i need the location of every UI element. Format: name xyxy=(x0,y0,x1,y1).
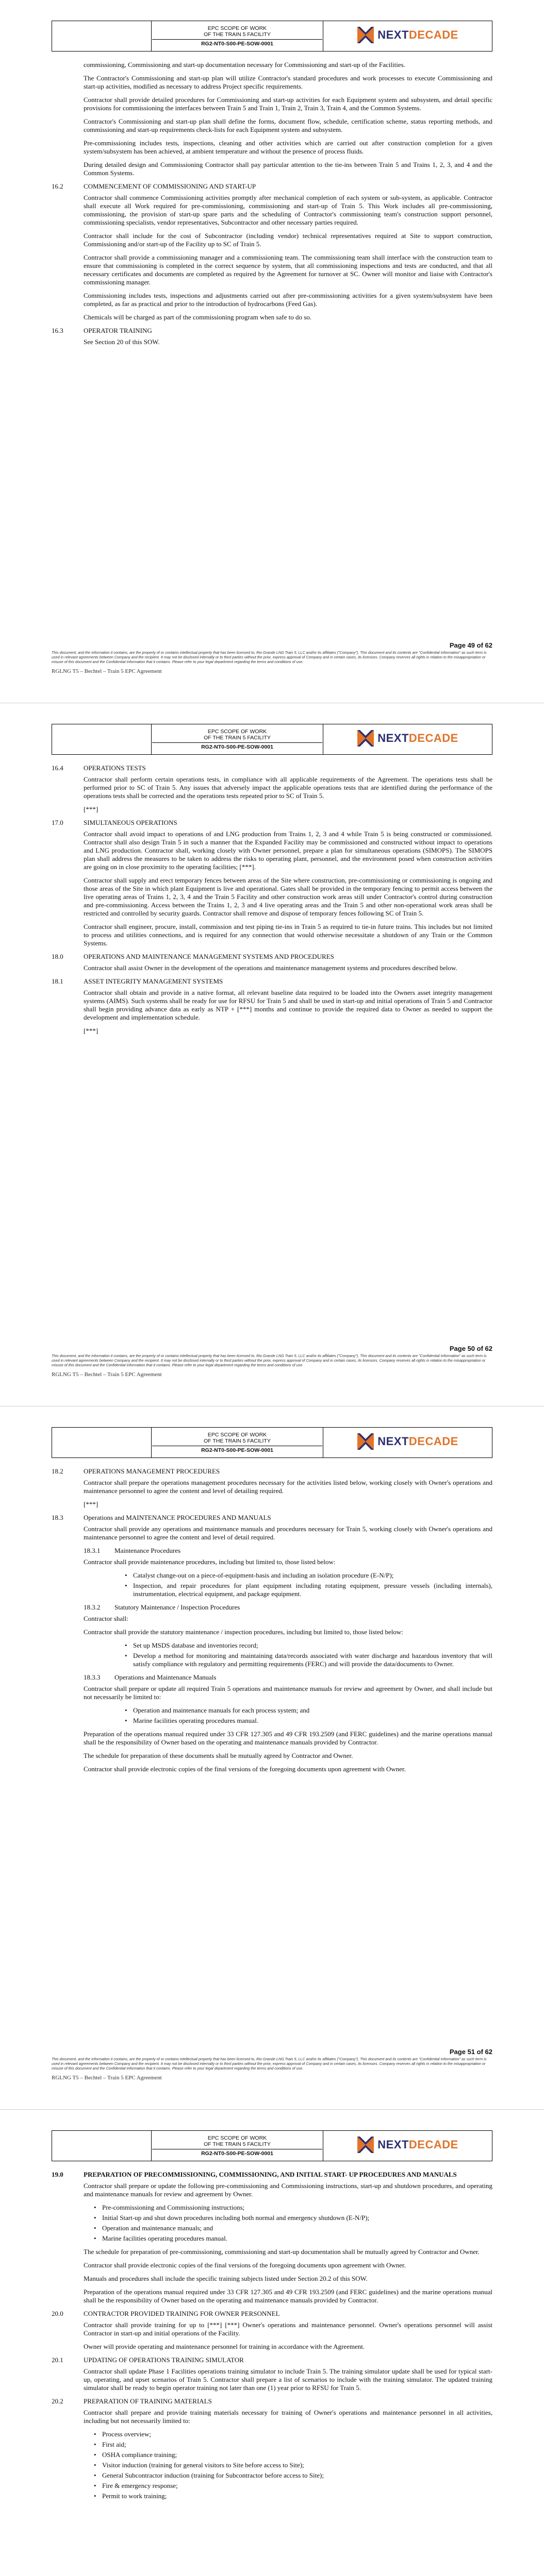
paragraph: Contractor shall provide any operations and maintenance manuals and procedures necessary for Train 5, working closely with Owner's operations and maintenance personnel to agree the content and level of detail required. xyxy=(84,1525,492,1541)
paragraph: Contractor shall avoid impact to operations of and LNG production from Trains 1, 2, 3 and 4 while Train 5 is being constructed or commissioned. Contractor shall also design Train 5 in such a manner that the Expanded Facility may be commissioned and constructed without impact to operations and LNG production. Contractor shall, working closely with Owner personnel, prepare a plan for simultaneous operations (SIMOPS). The SIMOPS plan shall address the measures to be taken to address the risks to operating plant, personnel, and the environment posed when construction activities are going on in close proximity to the operating facilities; [***]. xyxy=(84,830,492,871)
company-logo xyxy=(357,1433,458,1450)
header-title-line1: EPC SCOPE OF WORK xyxy=(207,25,267,31)
logo-mark-icon xyxy=(357,2136,374,2154)
paragraph: Contractor shall provide electronic copies of the final versions of the foregoing documents upon agreement with Owner. xyxy=(84,1765,406,1773)
paragraph: Contractor's Commissioning and start-up plan shall define the forms, document flow, schedule, certification scheme, status reporting methods, and commissioning and start-up requirements check-lists for each Equipment system and subsystem. xyxy=(84,117,492,133)
paragraph: Contractor shall supply and erect temporary fences between areas of the Site where construction, pre-commissioning or commissioning is ongoing and those areas of the Site in which plant Equipment is live and operational. Gates shall be provided in the temporary fencing to permit access between the live operating areas of Trains 1, 2, 3, 4 and the Train 5 Facility and other construction work areas still under Contractor's control during construction and pre-commissioning. Access between the Trains 1, 2, 3 and 4 live operating areas and the Train 5 and other non-operational work areas shall be restricted and controlled by security guards. Contractor shall remove and dispose of temporary fences following SC of Train 5. xyxy=(84,876,492,917)
bullet-list xyxy=(93,2204,492,2243)
header-title-line2: OF THE TRAIN 5 FACILITY xyxy=(204,31,271,38)
paragraph: Contractor shall perform certain operations tests, in compliance with all applicable requirements of the Agreement. The operations tests shall be performed prior to SC of Train 5. Any issues that adversely impact the applicable operations tests that are identified during the performance of the operations tests shall be corrected and the operations tests repeated prior to SC of Train 5. xyxy=(84,775,492,800)
bullet-list xyxy=(124,1571,492,1598)
bullet-list xyxy=(124,1641,492,1668)
section-heading: 20.1 UPDATING OF OPERATIONS TRAINING SIMULATOR xyxy=(52,2356,244,2364)
section-heading: 16.4 OPERATIONS TESTS xyxy=(52,764,146,772)
header-blank-cell xyxy=(52,21,152,52)
logo-mark-icon xyxy=(357,730,374,747)
logo-wordmark: NEXTDECADE xyxy=(377,1434,458,1448)
header-title-cell xyxy=(152,2131,323,2161)
paragraph: The Contractor's Commissioning and start-up plan will utilize Contractor's standard procedures and work processes to execute Commissioning and start-up activities, modified as necessary to address Project specific requirements. xyxy=(84,74,492,90)
logo-mark-icon xyxy=(357,1433,374,1450)
list-item: • Pre-commissioning and Commissioning instructions; xyxy=(93,2204,492,2212)
company-logo xyxy=(357,26,458,44)
subsection-heading: 18.3.3 Operations and Maintenance Manuals xyxy=(84,1673,217,1681)
list-item: • OSHA compliance training; xyxy=(93,2451,492,2459)
list-item: • Process overview; xyxy=(93,2430,492,2438)
document-page xyxy=(0,2110,544,2576)
list-item: • Marine facilities operating procedures manual. xyxy=(124,1717,492,1725)
paragraph: Contractor shall assist Owner in the development of the operations and maintenance management systems and procedures described below. xyxy=(84,964,457,972)
page-header xyxy=(52,21,492,52)
list-item: • Initial Start-up and shut down procedures including both normal and emergency shutdown (E-N/P); xyxy=(93,2214,492,2222)
paragraph: [***] xyxy=(84,1027,98,1035)
paragraph: Contractor shall prepare or update the following pre-commissioning and Commissioning instructions, start-up and shutdown procedures, and operating and maintenance manuals for review and agreement by Owner. xyxy=(84,2182,492,2198)
header-logo-cell xyxy=(323,2131,492,2161)
list-item: • Catalyst change-out on a piece-of-equipment-basis and including an isolation procedure (E-N/P); xyxy=(124,1571,492,1580)
header-doc-number: RG2-NT0-S00-PE-SOW-0001 xyxy=(152,742,322,750)
confidentiality-disclaimer: This document, and the information it contains, are the property of or contains intellectual property that has been licensed to, Rio Grande LNG Train 5, LLC and/or its affiliates ("Company"). This document and its contents are "Confidential Information" as such term is used in relevant agreements between Company and the recipient. It may not be disclosed internally or to third parties without the prior, express approval of Company and in certain cases, its licensors. Company reserves all rights in relation to the misappropriation or misuse of this document and the Confidential Information that it contains. Please refer to your legal department regarding the terms and conditions of use. xyxy=(52,2057,487,2071)
paragraph: Preparation of the operations manual required under 33 CFR 127.305 and 49 CFR 193.2509 (and FERC guidelines) and the marine operations manual shall be the responsibility of Owner based on the operating and maintenance manuals provided by Contractor. xyxy=(84,1730,492,1746)
paragraph: See Section 20 of this SOW. xyxy=(84,338,160,346)
list-item: • First aid; xyxy=(93,2441,492,2449)
paragraph: [***] xyxy=(84,805,98,813)
page-header xyxy=(52,1427,492,1458)
paragraph: Contractor shall provide training for up to [***] [***] Owner's operations and maintenance personnel. Owner's operations personnel will assist Contractor in start-up and initial operations of the Facility. xyxy=(84,2321,492,2337)
paragraph: Contractor shall prepare the operations management procedures necessary for the activities listed below, working closely with Owner's operations and maintenance personnel to agree the content and level of detailing required. xyxy=(84,1479,492,1495)
paragraph: The schedule for preparation of pre-commissioning, commissioning and start-up documentation shall be mutually agreed by Contractor and Owner. xyxy=(84,2248,480,2256)
confidentiality-disclaimer: This document, and the information it contains, are the property of or contains intellectual property that has been licensed to, Rio Grande LNG Train 5, LLC and/or its affiliates ("Company"). This document and its contents are "Confidential Information" as such term is used in relevant agreements between Company and the recipient. It may not be disclosed internally or to third parties without the prior, express approval of Company and in certain cases, its licensors. Company reserves all rights in relation to the misappropriation or misuse of this document and the Confidential Information that it contains. Please refer to your legal department regarding the terms and conditions of use. xyxy=(52,1353,487,1367)
header-title-cell xyxy=(152,1428,323,1458)
section-heading: 18.2 OPERATIONS MANAGEMENT PROCEDURES xyxy=(52,1467,220,1475)
paragraph: Contractor shall include for the cost of Subcontractor (including vendor) technical representatives required at Site to support construction, Commissioning and/or start-up of the Facility up to SC of Train 5. xyxy=(84,232,492,248)
list-item: • Fire & emergency response; xyxy=(93,2482,492,2490)
paragraph: Chemicals will be charged as part of the commissioning program when safe to do so. xyxy=(84,313,312,321)
logo-wordmark: NEXTDECADE xyxy=(377,731,458,744)
section-heading: 20.2 PREPARATION OF TRAINING MATERIALS xyxy=(52,2397,212,2405)
header-doc-number: RG2-NT0-S00-PE-SOW-0001 xyxy=(152,1446,322,1453)
header-title-cell xyxy=(152,724,323,755)
agreement-reference: RGLNG T5 – Bechtel – Train 5 EPC Agreement xyxy=(52,1371,162,1378)
paragraph: Contractor shall obtain and provide in a native format, all relevant baseline data required to be loaded into the Owners asset integrity management systems (AIMS). Such systems shall be ready for use for RFSU for Train 5 and shall be used in start-up and initial operations of Train 5 and Contractor shall begin providing advance data as early as NTP + [***] months and continue to provide the required data to Owner as needed to support the development and implementation schedule. xyxy=(84,989,492,1021)
list-item: • Marine facilities operating procedures manual. xyxy=(93,2234,492,2243)
header-title-line2: OF THE TRAIN 5 FACILITY xyxy=(204,735,271,741)
header-blank-cell xyxy=(52,2131,152,2161)
header-title-line1: EPC SCOPE OF WORK xyxy=(207,2135,267,2141)
logo-wordmark: NEXTDECADE xyxy=(377,28,458,41)
page-footer xyxy=(52,641,492,674)
list-item: • General Subcontractor induction (training for Subcontractor before access to Site); xyxy=(93,2471,492,2480)
page-body xyxy=(52,764,492,1040)
header-logo-cell xyxy=(323,1428,492,1458)
logo-wordmark: NEXTDECADE xyxy=(377,2138,458,2151)
bullet-list xyxy=(124,1706,492,1725)
list-item: • Operation and maintenance manuals for each process system; and xyxy=(124,1706,492,1715)
header-title-line1: EPC SCOPE OF WORK xyxy=(207,728,267,735)
paragraph: Contractor shall prepare and provide training materials necessary for training of Owner's operations and maintenance personnel in all activities, including but not necessarily limited to: xyxy=(84,2409,492,2425)
paragraph: Owner will provide operating and maintenance personnel for training in accordance with the Agreement. xyxy=(84,2343,365,2350)
header-blank-cell xyxy=(52,1428,152,1458)
subsection-heading: 18.3.1 Maintenance Procedures xyxy=(84,1547,181,1554)
document-page xyxy=(0,0,544,703)
paragraph: Contractor shall update Phase 1 Facilities operations training simulator to include Train 5. The training simulator update shall be used for typical start-up, operating, and upset scenarios of Train 5. Contractor shall prepare a list of scenarios to include with the training simulator. The updated training simulator shall be ready to begin operator training not later than one (1) year prior to RFSU for Train 5. xyxy=(84,2367,492,2392)
list-item: • Permit to work training; xyxy=(93,2492,492,2500)
agreement-reference: RGLNG T5 – Bechtel – Train 5 EPC Agreement xyxy=(52,2075,162,2081)
page-number: Page 51 of 62 xyxy=(449,2048,492,2056)
header-title-line1: EPC SCOPE OF WORK xyxy=(207,1432,267,1438)
header-doc-number: RG2-NT0-S00-PE-SOW-0001 xyxy=(152,39,322,47)
company-logo xyxy=(357,2136,458,2154)
list-item: • Develop a method for monitoring and maintaining data/records associated with water discharge and hazardous inventory that will satisfy compliance with regulatory and permitting requirements (FERC) and will provide the data/documents to Owner. xyxy=(124,1652,492,1668)
header-title-line2: OF THE TRAIN 5 FACILITY xyxy=(204,2141,271,2147)
page-footer xyxy=(52,2048,492,2081)
section-heading: 16.3 OPERATOR TRAINING xyxy=(52,327,152,334)
paragraph: Contractor shall prepare or update all required Train 5 operations and maintenance manuals for review and agreement by Owner, and shall include but not necessarily be limited to: xyxy=(84,1685,492,1701)
header-doc-number: RG2-NT0-S00-PE-SOW-0001 xyxy=(152,2149,322,2157)
paragraph: Contractor shall engineer, procure, install, commission and test piping tie-ins in Train 5 as required to tie-in future trains. This includes but not limited to process and utilities connections, and is required for any connection that would otherwise necessitate a shutdown of any Train or the Common Systems. xyxy=(84,923,492,947)
page-body xyxy=(52,61,492,351)
paragraph: Contractor shall commence Commissioning activities promptly after mechanical completion of each system or sub-system, as applicable. Contractor shall execute all Work required for pre-commissioning, commissioning and start-up of Train 5. This Work includes all pre-commissioning, commissioning, the provision of start-up spare parts and the scheduling of Contractor's commissioning team's construction support personnel, commissioning specialists, vendor representatives, Subcontractor and other necessary parties required. xyxy=(84,194,492,226)
paragraph: During detailed design and Commissioning Contractor shall pay particular attention to the tie-ins between Train 5 and Trains 1, 2, 3, and 4 and the Common Systems. xyxy=(84,161,492,177)
page-body xyxy=(52,1467,492,1778)
paragraph: Commissioning includes tests, inspections and adjustments carried out after pre-commissioning activities for a given system/subsystem have been completed, as far as practical and prior to the introduction of hydrocarbons (Feed Gas). xyxy=(84,292,492,308)
document-page xyxy=(0,1406,544,2110)
paragraph: Pre-commissioning includes tests, inspections, cleaning and other activities which are carried out after construction completion for a given system/subsystem has been achieved, at ambient temperature and without the presence of process fluids. xyxy=(84,139,492,155)
agreement-reference: RGLNG T5 – Bechtel – Train 5 EPC Agreement xyxy=(52,668,162,674)
paragraph: Contractor shall: xyxy=(84,1615,129,1622)
section-heading: 18.1 ASSET INTEGRITY MANAGEMENT SYSTEMS xyxy=(52,977,223,985)
header-logo-cell xyxy=(323,21,492,52)
section-heading: 18.0 OPERATIONS AND MAINTENANCE MANAGEMENT SYSTEMS AND PROCEDURES xyxy=(52,953,334,960)
list-item: • Visitor induction (training for general visitors to Site before access to Site); xyxy=(93,2461,492,2469)
paragraph: Preparation of the operations manual required under 33 CFR 127.305 and 49 CFR 193.2509 (and FERC guidelines) and the marine operations manual shall be the responsibility of Owner based on the operating and maintenance manuals provided by Contractor. xyxy=(84,2288,492,2304)
paragraph: The schedule for preparation of these documents shall be mutually agreed by Contractor and Owner. xyxy=(84,1752,353,1759)
page-number: Page 49 of 62 xyxy=(449,641,492,649)
document-page xyxy=(0,703,544,1406)
section-heading: 19.0 PREPARATION OF PRECOMMISSIONING, COMMISSIONING, AND INITIAL START- UP PROCEDURES AND MANUALS xyxy=(52,2171,457,2178)
page-footer xyxy=(52,1345,492,1378)
subsection-heading: 18.3.2 Statutory Maintenance / Inspection Procedures xyxy=(84,1603,240,1611)
list-item: • Inspection, and repair procedures for plant equipment including rotating equipment, pressure vessels (including internals), instrumentation, electrical equipment, and package equipment. xyxy=(124,1582,492,1598)
header-title-cell xyxy=(152,21,323,52)
section-heading: 18.3 Operations and MAINTENANCE PROCEDURES AND MANUALS xyxy=(52,1514,271,1521)
paragraph: commissioning, Commissioning and start-up documentation necessary for Commissioning and start-up of the Facilities. xyxy=(84,61,405,69)
list-item: • Set up MSDS database and inventories record; xyxy=(124,1641,492,1650)
company-logo xyxy=(357,730,458,747)
logo-mark-icon xyxy=(357,26,374,44)
paragraph: Manuals and procedures shall include the specific training subjects listed under Section 20.2 of this SOW. xyxy=(84,2275,368,2282)
bullet-list xyxy=(93,2430,492,2500)
header-logo-cell xyxy=(323,724,492,755)
section-heading: 17.0 SIMULTANEOUS OPERATIONS xyxy=(52,819,177,826)
paragraph: Contractor shall provide the statutory maintenance / inspection procedures, including but limited to, those listed below: xyxy=(84,1628,403,1636)
page-header xyxy=(52,2130,492,2161)
header-blank-cell xyxy=(52,724,152,755)
header-title-line2: OF THE TRAIN 5 FACILITY xyxy=(204,1438,271,1444)
list-item: • Operation and maintenance manuals; and xyxy=(93,2224,492,2232)
page-number: Page 50 of 62 xyxy=(449,1345,492,1352)
section-heading: 16.2 COMMENCEMENT OF COMMISSIONING AND START-UP xyxy=(52,182,256,190)
paragraph: Contractor shall provide detailed procedures for Commissioning and start-up activities for each Equipment system and subsystem, and detail specific provisions for commissioning the interfaces between Train 5 and Train 1, Train 2, Train 3, Train 4, and the Common Systems. xyxy=(84,96,492,112)
page-header xyxy=(52,724,492,755)
confidentiality-disclaimer: This document, and the information it contains, are the property of or contains intellectual property that has been licensed to, Rio Grande LNG Train 5, LLC and/or its affiliates ("Company"). This document and its contents are "Confidential Information" as such term is used in relevant agreements between Company and the recipient. It may not be disclosed internally or to third parties without the prior, express approval of Company and in certain cases, its licensors. Company reserves all rights in relation to the misappropriation or misuse of this document and the Confidential Information that it contains. Please refer to your legal department regarding the terms and conditions of use. xyxy=(52,650,487,664)
paragraph: Contractor shall provide a commissioning manager and a commissioning team. The commissioning team shall interface with the construction team to ensure that commissioning is completed in the correct sequence by system, that all commissioning inspections and tests are conducted, and that all necessary certificates and documents are completed as required by the Agreement for turnover at SC. Owner will monitor and liaise with Contractor's commissioning manager. xyxy=(84,253,492,286)
section-heading: 20.0 CONTRACTOR PROVIDED TRAINING FOR OWNER PERSONNEL xyxy=(52,2310,280,2317)
paragraph: Contractor shall provide maintenance procedures, including but limited to, those listed below: xyxy=(84,1558,336,1566)
paragraph: Contractor shall provide electronic copies of the final versions of the foregoing documents upon agreement with Owner. xyxy=(84,2261,406,2269)
page-body xyxy=(52,2171,492,2505)
paragraph: [***] xyxy=(84,1500,98,1508)
